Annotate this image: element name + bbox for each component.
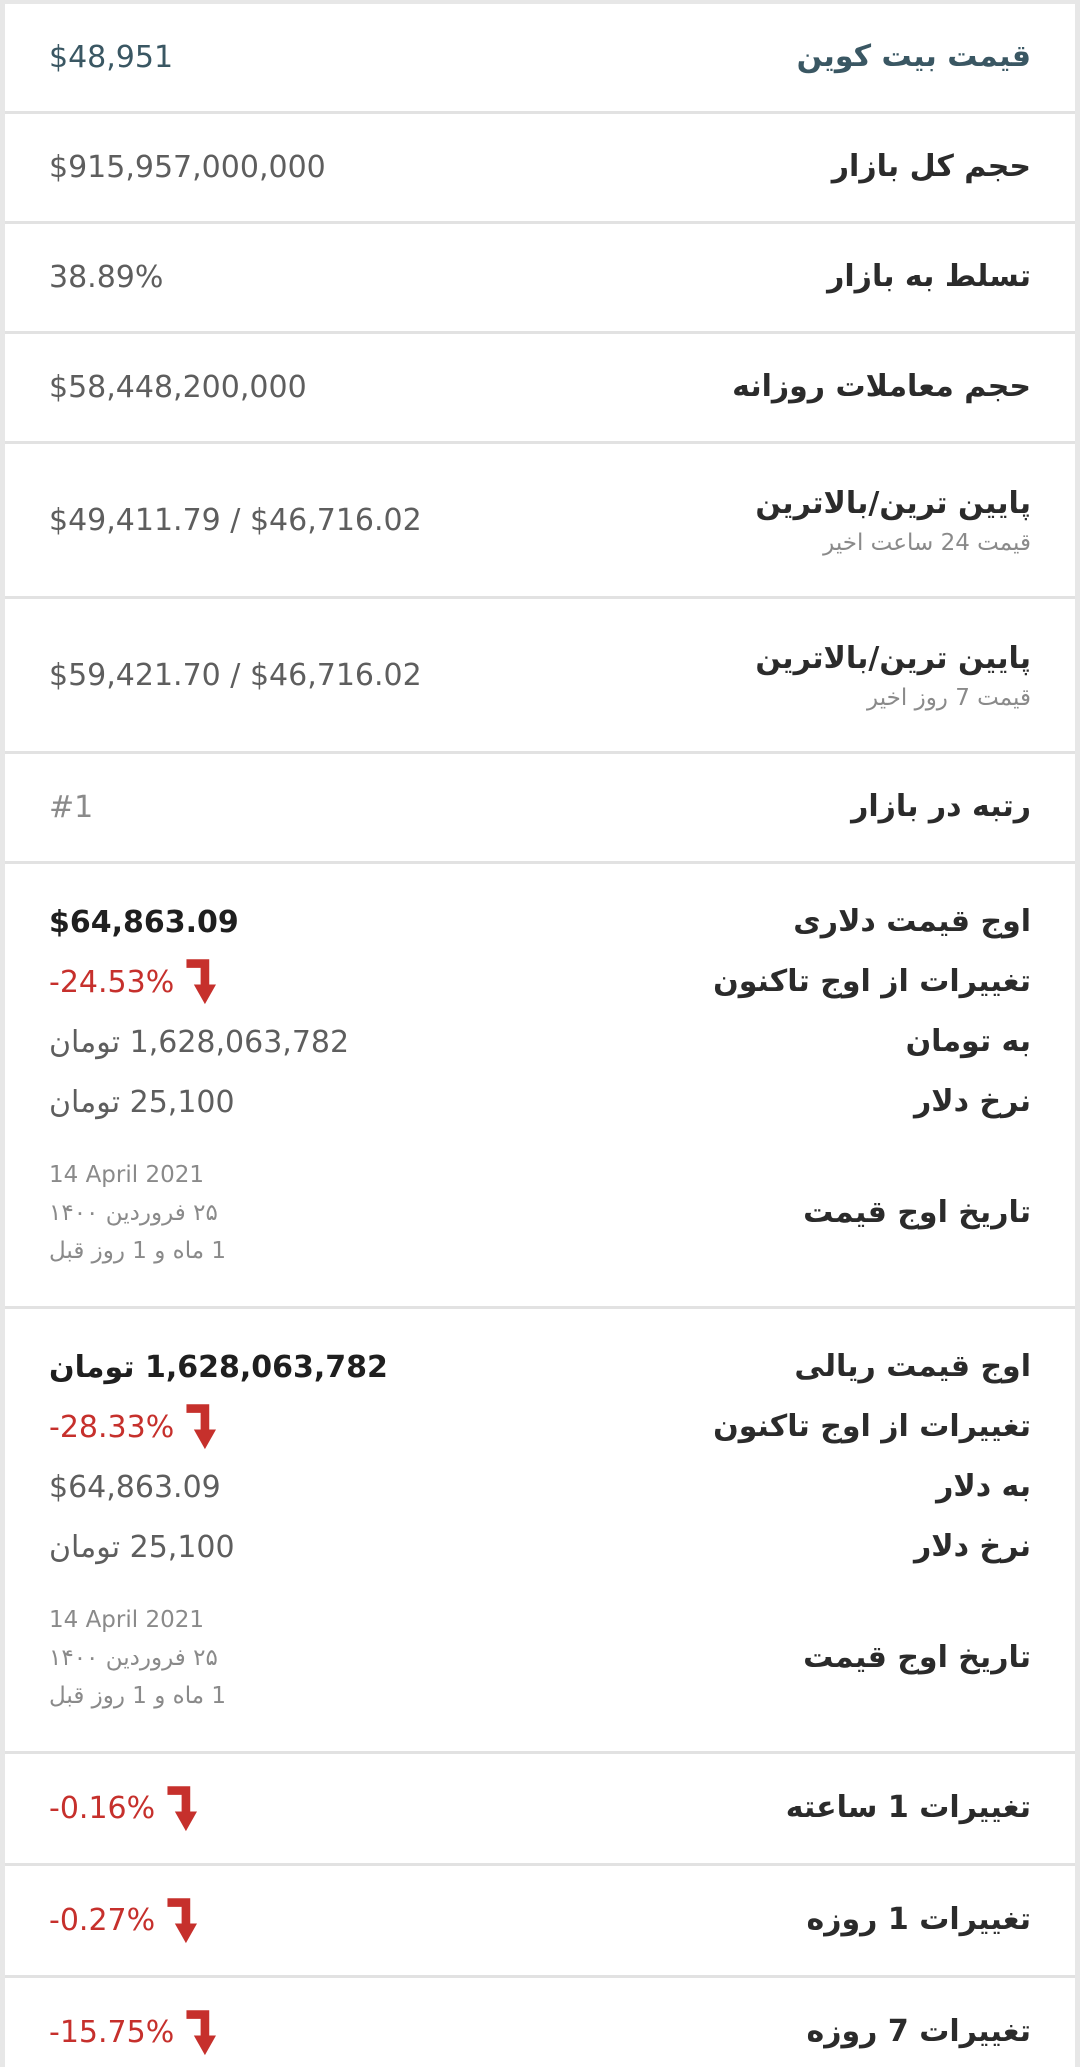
usd-ath-date-relative: 1 ماه و 1 روز قبل bbox=[49, 1238, 226, 1264]
usd-ath-date-gregorian: 14 April 2021 bbox=[49, 1162, 204, 1188]
arrow-down-icon bbox=[184, 2007, 216, 2059]
row-usd-ath-block bbox=[5, 864, 1075, 1309]
usd-ath-change-value bbox=[49, 956, 216, 1008]
row-change-1h bbox=[5, 1754, 1075, 1866]
range-24h-sublabel: قیمت 24 ساعت اخیر bbox=[823, 530, 1031, 557]
market-cap-label: حجم کل بازار bbox=[831, 149, 1031, 185]
usd-ath-in-toman bbox=[49, 1012, 1031, 1072]
toman-ath-date-label: تاریخ اوج قیمت bbox=[803, 1639, 1031, 1675]
usd-ath-in-toman-value: 1,628,063,782 تومان bbox=[49, 1024, 350, 1060]
row-bitcoin-price bbox=[5, 4, 1075, 114]
daily-volume-label: حجم معاملات روزانه bbox=[732, 369, 1031, 405]
usd-ath-date bbox=[49, 1132, 1031, 1294]
coin-stats-table bbox=[5, 4, 1075, 2067]
toman-ath-date-value bbox=[49, 1601, 226, 1715]
change-1h-label: تغییرات 1 ساعته bbox=[785, 1790, 1031, 1826]
row-daily-volume bbox=[5, 334, 1075, 444]
arrow-down-icon bbox=[165, 1895, 197, 1947]
usd-ath-value: $64,863.09 bbox=[49, 904, 239, 940]
toman-ath-label: اوج قیمت ریالی bbox=[794, 1348, 1031, 1384]
row-market-dominance bbox=[5, 224, 1075, 334]
change-1d-value bbox=[49, 1895, 197, 1947]
arrow-down-icon bbox=[184, 1401, 216, 1453]
toman-ath-in-usd bbox=[49, 1457, 1031, 1517]
row-toman-ath-block bbox=[5, 1309, 1075, 1754]
row-change-7d bbox=[5, 1978, 1075, 2067]
toman-ath-date-relative: 1 ماه و 1 روز قبل bbox=[49, 1683, 226, 1709]
row-market-cap bbox=[5, 114, 1075, 224]
market-dominance-value: 38.89% bbox=[49, 260, 164, 295]
toman-ath-price bbox=[49, 1337, 1031, 1397]
toman-ath-dollar-rate-label: نرخ دلار bbox=[914, 1528, 1031, 1564]
usd-ath-in-toman-label: به تومان bbox=[905, 1023, 1031, 1059]
usd-ath-dollar-rate bbox=[49, 1072, 1031, 1132]
toman-ath-change bbox=[49, 1397, 1031, 1457]
row-change-1d bbox=[5, 1866, 1075, 1978]
toman-ath-change-percent: -28.33% bbox=[49, 1409, 175, 1445]
arrow-down-icon bbox=[165, 1783, 197, 1835]
usd-ath-change-percent: -24.53% bbox=[49, 964, 175, 1000]
change-7d-percent: -15.75% bbox=[49, 2015, 175, 2050]
market-dominance-label: تسلط به بازار bbox=[827, 259, 1031, 295]
toman-ath-date bbox=[49, 1577, 1031, 1739]
change-7d-value bbox=[49, 2007, 216, 2059]
usd-ath-price bbox=[49, 892, 1031, 952]
change-1d-percent: -0.27% bbox=[49, 1903, 156, 1938]
arrow-down-icon bbox=[184, 956, 216, 1008]
toman-ath-dollar-rate bbox=[49, 1517, 1031, 1577]
range-24h-value: $49,411.79 / $46,716.02 bbox=[49, 502, 422, 538]
row-range-7d bbox=[5, 599, 1075, 754]
row-market-rank bbox=[5, 754, 1075, 864]
bitcoin-price-value: $48,951 bbox=[49, 40, 174, 75]
row-range-24h bbox=[5, 444, 1075, 599]
toman-ath-in-usd-label: به دلار bbox=[936, 1468, 1031, 1504]
toman-ath-dollar-rate-value: 25,100 تومان bbox=[49, 1529, 235, 1565]
market-rank-value: #1 bbox=[49, 790, 94, 825]
usd-ath-change bbox=[49, 952, 1031, 1012]
change-1h-percent: -0.16% bbox=[49, 1791, 156, 1826]
toman-ath-date-gregorian: 14 April 2021 bbox=[49, 1607, 204, 1633]
usd-ath-label: اوج قیمت دلاری bbox=[793, 903, 1031, 939]
change-1d-label: تغییرات 1 روزه bbox=[806, 1902, 1031, 1938]
usd-ath-dollar-rate-label: نرخ دلار bbox=[914, 1083, 1031, 1119]
change-1h-value bbox=[49, 1783, 197, 1835]
usd-ath-date-jalali: ۲۵ فروردین ۱۴۰۰ bbox=[49, 1200, 218, 1226]
change-7d-label: تغییرات 7 روزه bbox=[806, 2014, 1031, 2050]
usd-ath-change-label: تغییرات از اوج تاکنون bbox=[713, 963, 1031, 999]
range-24h-label: پایین ترین/بالاترین bbox=[755, 485, 1031, 521]
bitcoin-price-label: قیمت بیت کوین bbox=[796, 39, 1031, 75]
toman-ath-value: 1,628,063,782 تومان bbox=[49, 1349, 388, 1385]
range-7d-label: پایین ترین/بالاترین bbox=[755, 640, 1031, 676]
market-cap-value: $915,957,000,000 bbox=[49, 150, 326, 185]
usd-ath-date-label: تاریخ اوج قیمت bbox=[803, 1194, 1031, 1230]
toman-ath-date-jalali: ۲۵ فروردین ۱۴۰۰ bbox=[49, 1645, 218, 1671]
toman-ath-in-usd-value: $64,863.09 bbox=[49, 1469, 221, 1505]
usd-ath-dollar-rate-value: 25,100 تومان bbox=[49, 1084, 235, 1120]
daily-volume-value: $58,448,200,000 bbox=[49, 370, 307, 405]
market-rank-label: رتبه در بازار bbox=[851, 789, 1031, 825]
range-7d-sublabel: قیمت 7 روز اخیر bbox=[867, 685, 1031, 712]
usd-ath-date-value bbox=[49, 1156, 226, 1270]
toman-ath-change-label: تغییرات از اوج تاکنون bbox=[713, 1408, 1031, 1444]
toman-ath-change-value bbox=[49, 1401, 216, 1453]
range-7d-value: $59,421.70 / $46,716.02 bbox=[49, 657, 422, 693]
